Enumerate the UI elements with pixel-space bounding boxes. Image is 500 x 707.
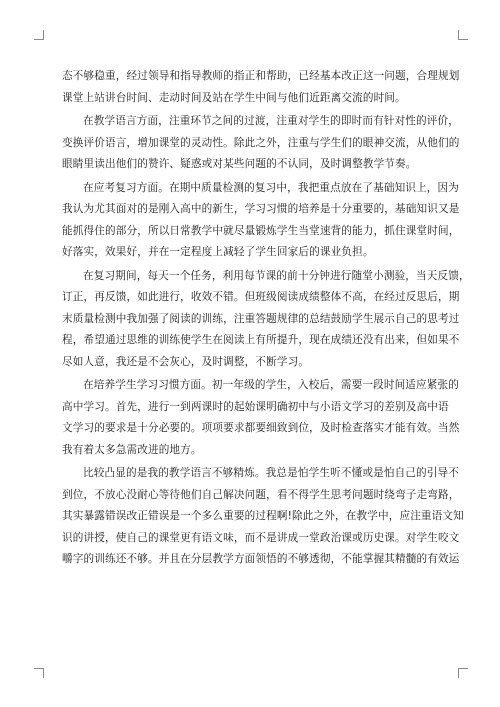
- text-line: 好落实，效果好，并在一定程度上减轻了学生回家后的课业负担。: [62, 246, 374, 258]
- paragraph: [62, 66, 460, 109]
- crop-mark-top-left: [34, 30, 44, 40]
- text-line: 在培养学生学习习惯方面。初一年级的学生，入校后，需要一段时间适应紧张的: [83, 379, 460, 391]
- paragraph: [62, 178, 460, 264]
- text-line: 我认为尤其面对的是刚入高中的新生，学习习惯的培养是十分重要的，基础知识又是: [62, 203, 460, 215]
- paragraph: [62, 375, 460, 461]
- text-line: 变换评价语言，增加课堂的灵动性。除此之外，注重与学生们的眼神交流，从他们的: [62, 136, 460, 149]
- text-line: 在教学语言方面，注重环节之间的过渡，注重对学生的即时而有针对性的评价，: [83, 115, 460, 127]
- crop-mark-top-right: [458, 30, 468, 40]
- crop-mark-bottom-left: [34, 668, 44, 678]
- text-line: 到位，不放心没耐心等待他们自己解决问题，看不得学生思考问题时绕弯子走弯路，: [62, 488, 460, 501]
- text-line: 在应考复习方面。在期中质量检测的复习中，我把重点放在了基础知识上，因为: [83, 181, 460, 194]
- paragraph: [62, 111, 460, 176]
- text-line: 态不够稳重，经过领导和指导教师的指正和帮助，已经基本改正这一问题，合理规划: [62, 70, 460, 82]
- crop-mark-bottom-right: [458, 668, 468, 678]
- text-line: 课堂上站讲台时间、走动时间及站在学生中间与他们近距离交流的时间。: [62, 91, 406, 104]
- text-line: 识的讲授，使自己的课堂更有语文味，而不是讲成一堂政治课或历史课。对学生咬文: [62, 531, 460, 544]
- text-line: 眼睛里读出他们的赞许、疑惑或对某些问题的不认同，及时调整教学节奏。: [62, 158, 417, 170]
- text-line: 嚼字的训练还不够。并且在分层教学方面领悟的不够透彻，不能掌握其精髓的有效运: [62, 553, 460, 565]
- paragraph: [62, 266, 470, 374]
- text-line: 比较凸显的是我的教学语言不够精炼。我总是怕学生听不懂或是怕自己的引导不: [83, 467, 460, 479]
- document-body: [62, 66, 470, 573]
- text-line: 高中学习。首先，进行一到两课时的起始课明确初中与小语文学习的差别及高中语: [62, 400, 449, 413]
- text-line: 末质量检测中我加强了阅读的训练，注重答题规律的总结鼓励学生展示自己的思考过: [62, 312, 460, 325]
- text-line: 能抓得住的部分，所以日常教学中就尽量锻炼学生当堂速背的能力，抓住课堂时间，: [62, 224, 460, 237]
- text-line: 其实暴露错误改正错误是一个多么重要的过程啊!除此之外，在教学中，应注重语文知: [62, 510, 464, 522]
- text-line: 尽如人意，我还是不会灰心，及时调整，不断学习。: [62, 355, 310, 368]
- text-line: 在复习期间，每天一个任务，利用每节课的前十分钟进行随堂小测验，当天反馈，: [83, 269, 470, 282]
- text-line: 我有着太多急需改进的地方。: [62, 443, 202, 456]
- paragraph: [62, 463, 464, 571]
- text-line: 程，希望通过思维的训练使学生在阅读上有所提升，现在成绩还没有出来，但如果不: [62, 334, 460, 346]
- text-line: 订正，再反馈，如此进行，收效不错。但班级阅读成绩整体不高，在经过反思后，期: [62, 291, 460, 303]
- text-line: 文学习的要求是十分必要的。项项要求都要细致到位，及时检查落实才能有效。当然: [62, 422, 460, 434]
